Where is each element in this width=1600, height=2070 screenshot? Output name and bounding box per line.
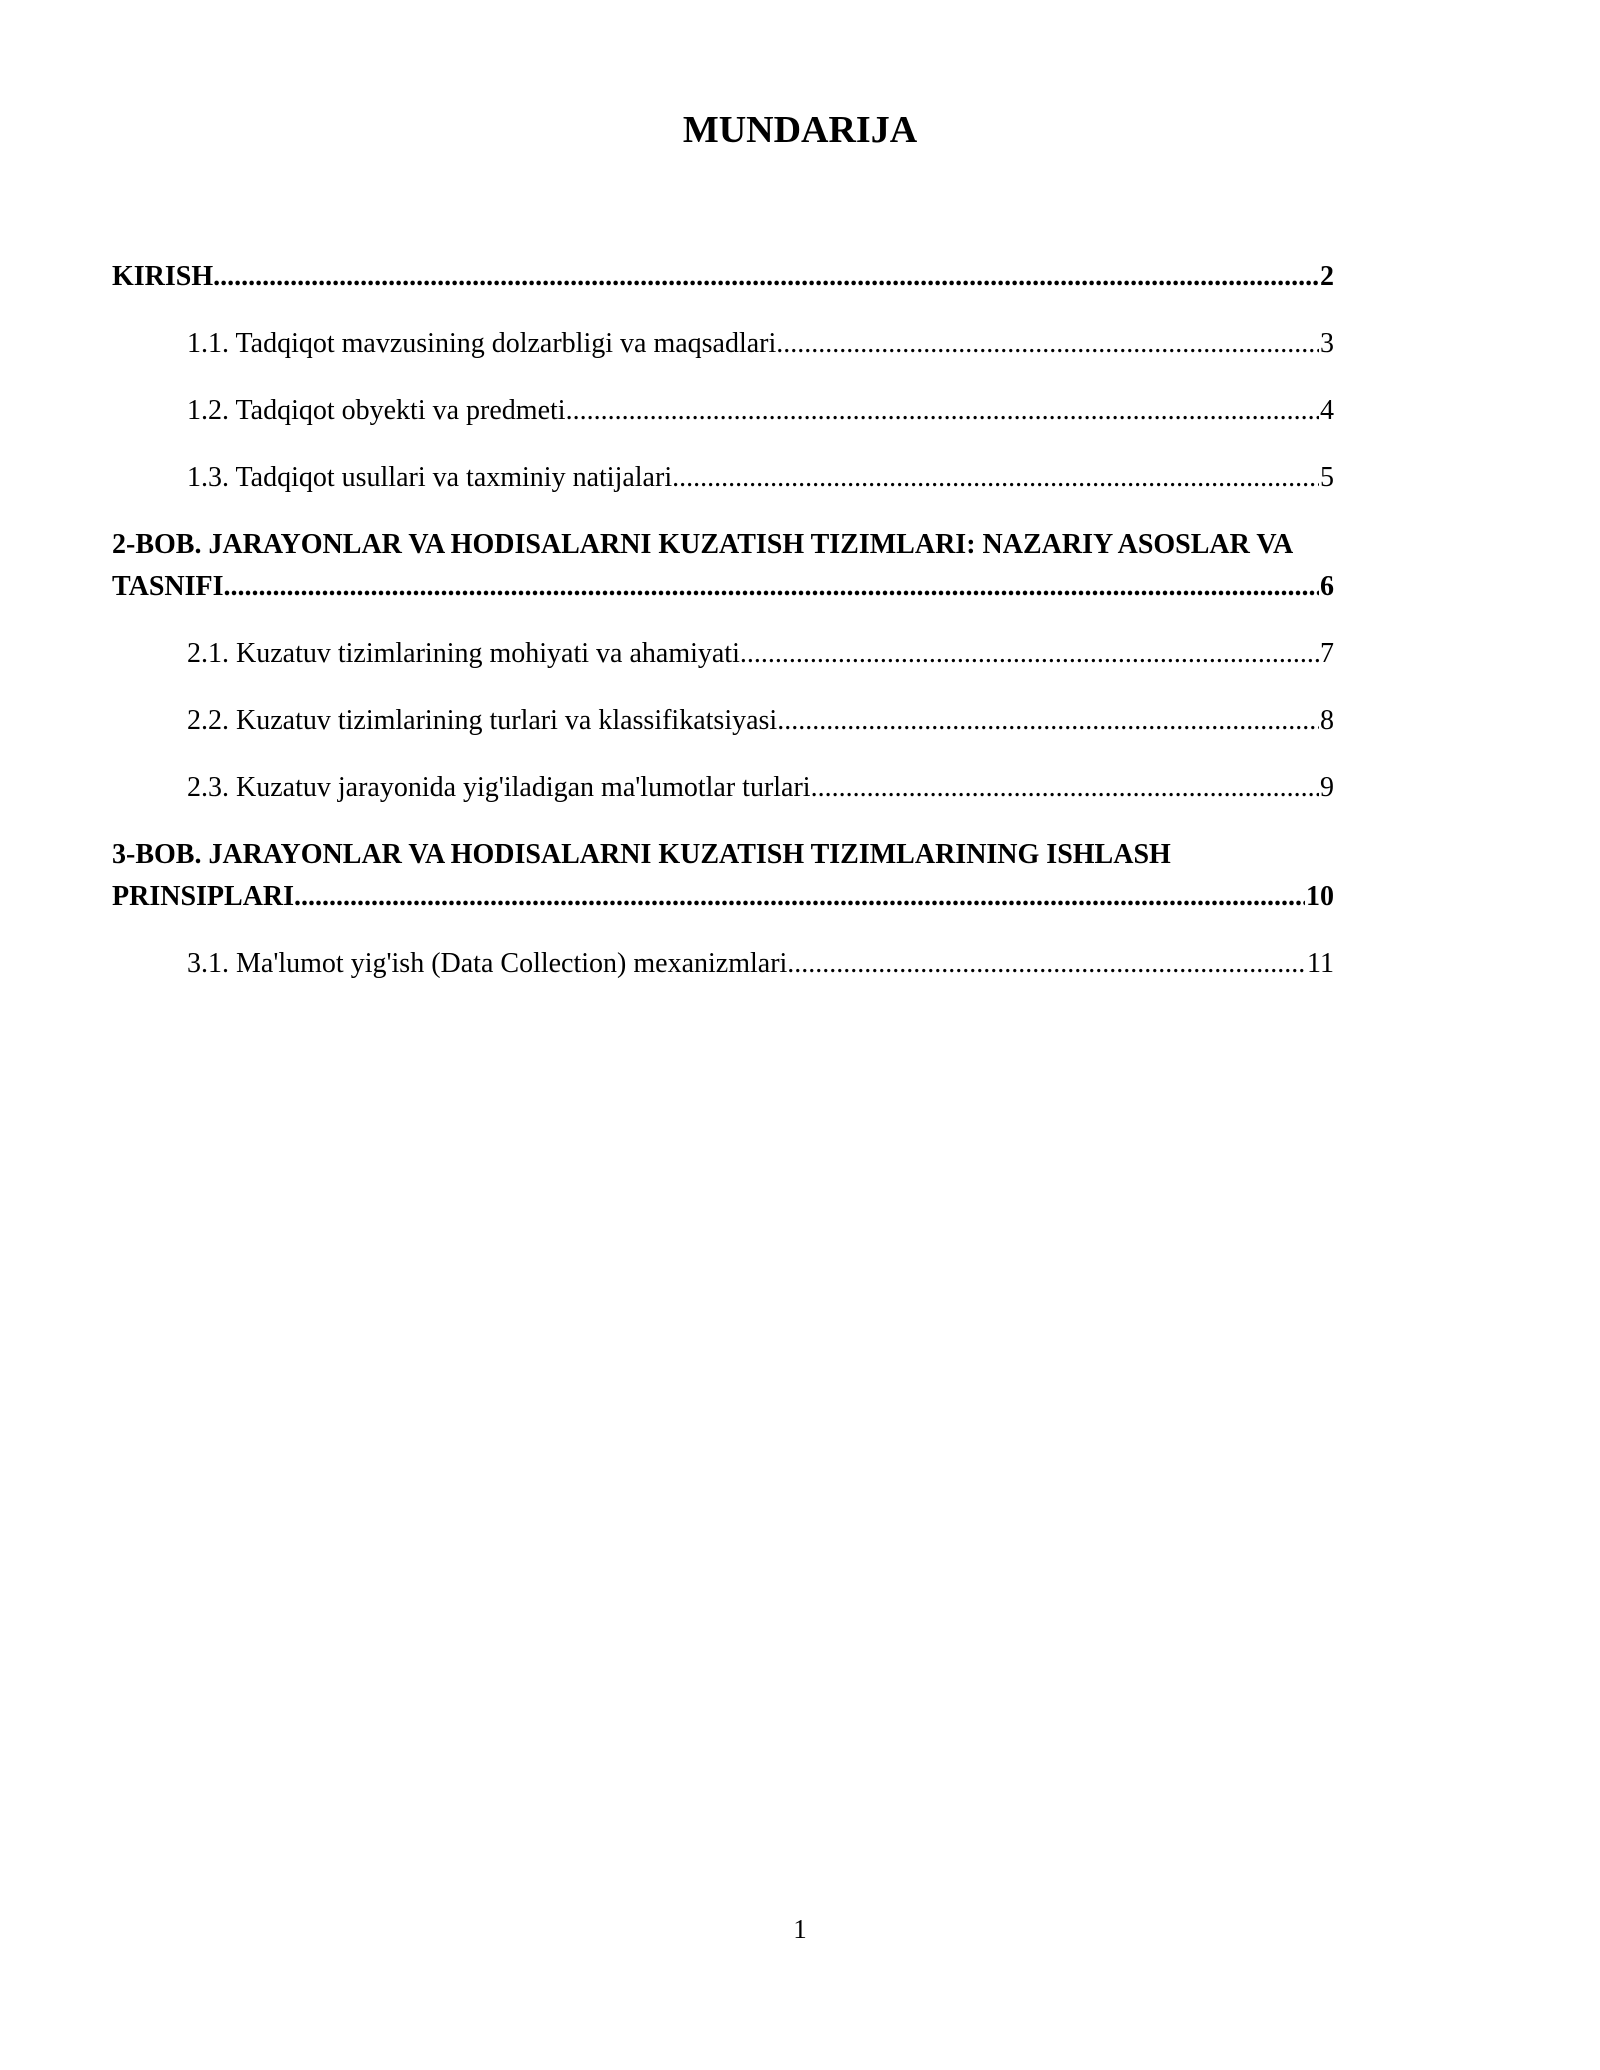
dot-leader <box>213 256 1319 298</box>
toc-page-number: 5 <box>1320 462 1334 493</box>
toc-page-number: 4 <box>1320 395 1334 426</box>
toc-page-number: 10 <box>1306 881 1334 912</box>
toc-entry-title: 2.3. Kuzatuv jarayonida yig'iladigan ma'lumotlar turlari <box>187 772 811 803</box>
toc-entry-kirish[interactable] <box>112 256 1334 298</box>
toc-page-number: 9 <box>1320 772 1334 803</box>
toc-entry-chapter-3[interactable] <box>112 834 1334 918</box>
toc-entry-title: KIRISH <box>112 261 214 292</box>
dot-leader <box>224 566 1319 608</box>
toc-page-number: 2 <box>1320 261 1334 292</box>
toc-entry-title: 1.3. Tadqiqot usullari va taxminiy natijalari <box>187 462 673 493</box>
toc-entry-title: 1.1. Tadqiqot mavzusining dolzarbligi va maqsadlari <box>187 328 777 359</box>
toc-entry-title-line1: 2-BOB. JARAYONLAR VA HODISALARNI KUZATISH TIZIMLARI: NAZARIY ASOSLAR VA <box>112 529 1294 560</box>
toc-entry-title: 3.1. Ma'lumot yig'ish (Data Collection) mexanizmlari <box>187 948 788 979</box>
toc-entry-3-1[interactable] <box>187 943 1334 985</box>
toc-entry-2-2[interactable] <box>187 700 1334 742</box>
toc-entry-title: 1.2. Tadqiqot obyekti va predmeti <box>187 395 566 426</box>
toc-page-number: 7 <box>1320 638 1334 669</box>
toc-entry-2-3[interactable] <box>187 767 1334 809</box>
page-title: MUNDARIJA <box>682 109 918 151</box>
dot-leader <box>672 457 1319 499</box>
toc-entry-title: 2.2. Kuzatuv tizimlarining turlari va klassifikatsiyasi <box>187 705 778 736</box>
toc-entry-1-2[interactable] <box>187 390 1334 432</box>
dot-leader <box>787 943 1306 985</box>
dot-leader <box>294 876 1305 918</box>
toc-entry-1-3[interactable] <box>187 457 1334 499</box>
toc-page-number: 8 <box>1320 705 1334 736</box>
toc-entry-chapter-2[interactable] <box>112 524 1334 608</box>
dot-leader <box>776 323 1319 365</box>
toc-entry-2-1[interactable] <box>187 633 1334 675</box>
dot-leader <box>777 700 1319 742</box>
toc-entry-title: 2.1. Kuzatuv tizimlarining mohiyati va ahamiyati <box>187 638 740 669</box>
toc-entry-title-line2: PRINSIPLARI <box>112 881 295 912</box>
dot-leader <box>811 767 1319 809</box>
toc-page-number: 3 <box>1320 328 1334 359</box>
toc-entry-1-1[interactable] <box>187 323 1334 365</box>
toc-page-number: 6 <box>1320 571 1334 602</box>
dot-leader <box>566 390 1319 432</box>
toc-entry-title-line2: TASNIFI <box>112 571 224 602</box>
page-number: 1 <box>793 1914 807 1944</box>
dot-leader <box>740 633 1319 675</box>
toc-page-number: 11 <box>1307 948 1334 979</box>
toc-entry-title-line1: 3-BOB. JARAYONLAR VA HODISALARNI KUZATISH TIZIMLARINING ISHLASH <box>112 839 1171 870</box>
